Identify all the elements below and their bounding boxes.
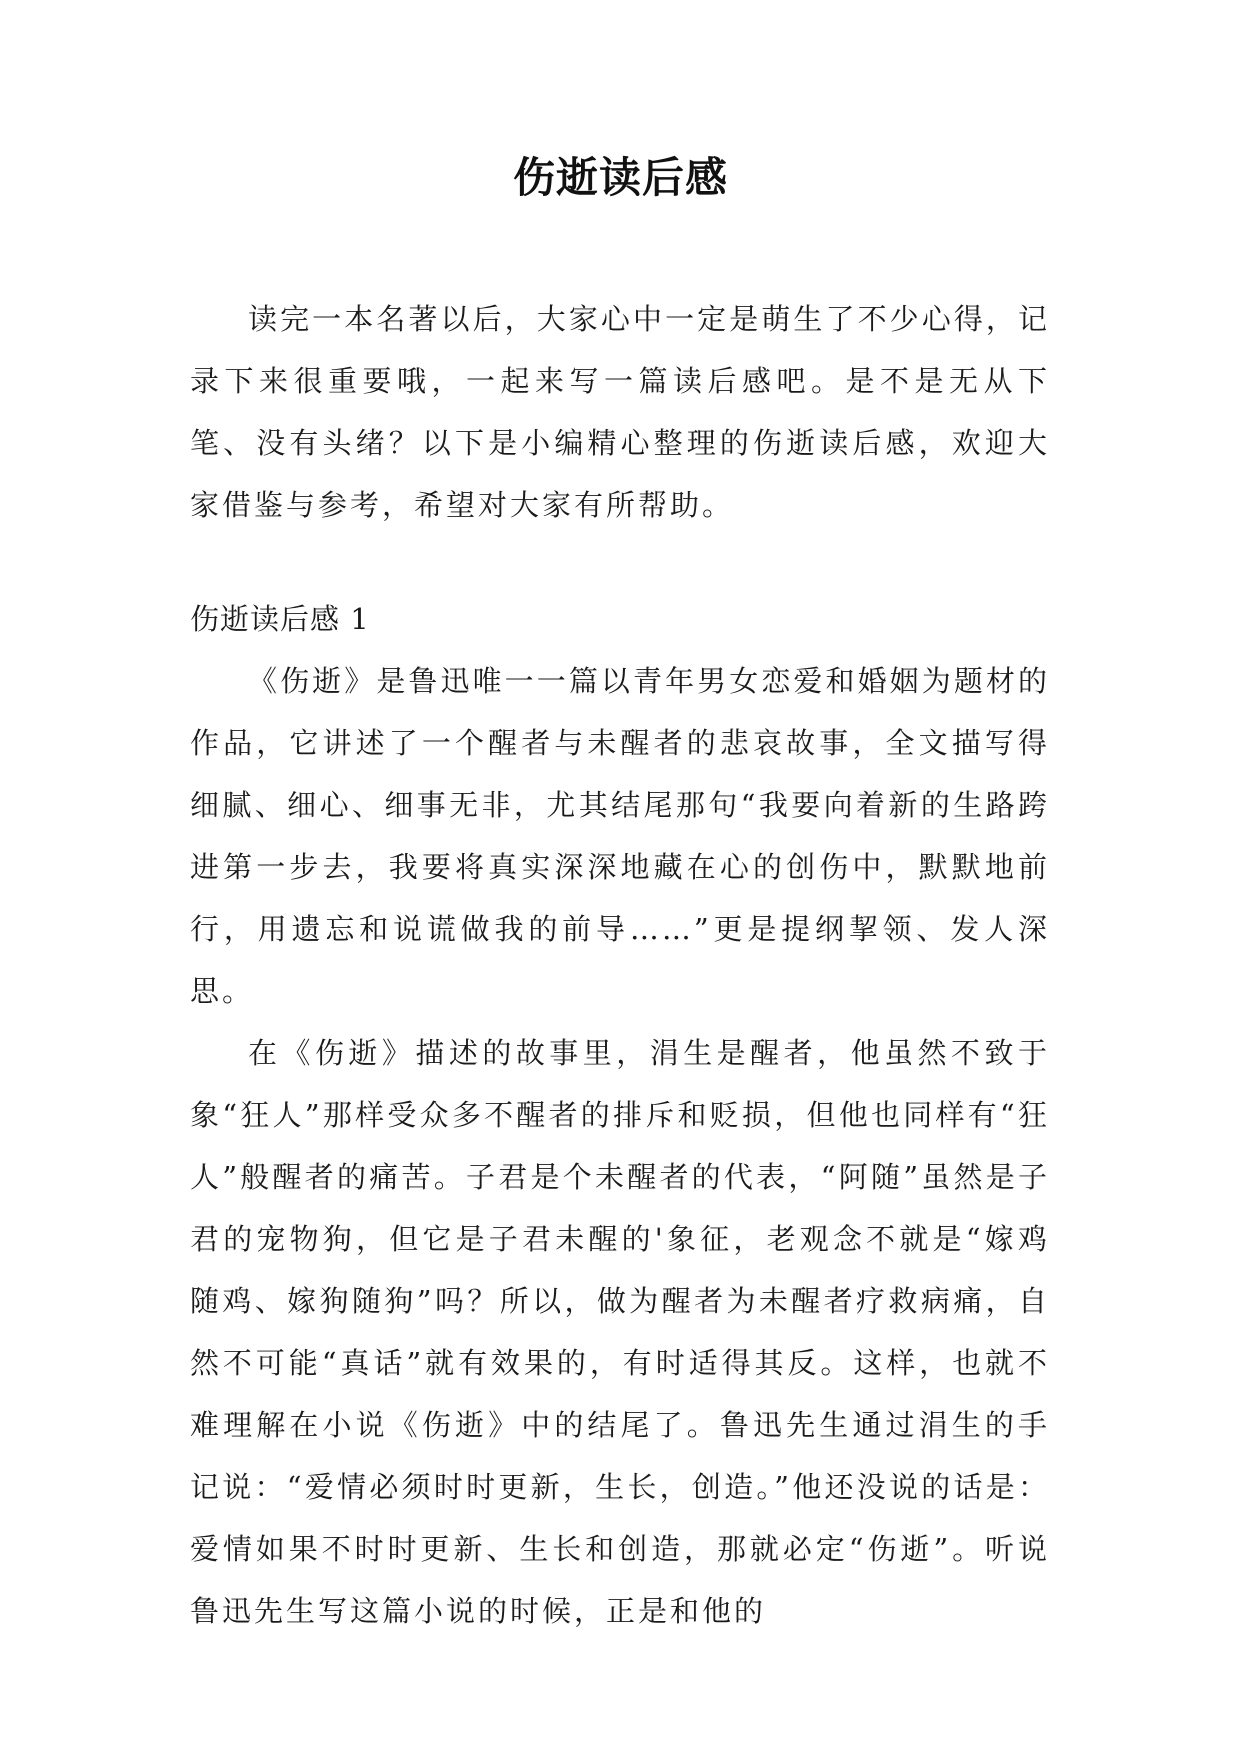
intro-paragraph: 读完一本名著以后，大家心中一定是萌生了不少心得，记录下来很重要哦，一起来写一篇读后感吧。是不是无从下笔、没有头绪？以下是小编精心整理的伤逝读后感，欢迎大家借鉴与参考，希望对大家有所帮助。 xyxy=(190,302,1050,522)
body-paragraph-2: 在《伤逝》描述的故事里，涓生是醒者，他虽然不致于象“狂人”那样受众多不醒者的排斥和贬损，但他也同样有“狂人”般醒者的痛苦。子君是个未醒者的代表，“阿随”虽然是子君的宠物狗，但它是子君未醒的'象征，老观念不就是“嫁鸡随鸡、嫁狗随狗”吗？所以，做为醒者为未醒者疗救病痛，自然不可能“真话”就有效果的，有时适得其反。这样，也就不难理解在小说《伤逝》中的结尾了。鲁迅先生通过涓生的手记说：“爱情必须时时更新，生长，创造。”他还没说的话是：爱情如果不时时更新、生长和创造，那就必定“伤逝”。听说鲁迅先生写这篇小说的时候，正是和他的 xyxy=(190,1036,1050,1628)
body-paragraph-1: 《伤逝》是鲁迅唯一一篇以青年男女恋爱和婚姻为题材的作品，它讲述了一个醒者与未醒者的悲哀故事，全文描写得细腻、细心、细事无非，尤其结尾那句“我要向着新的生路跨进第一步去，我要将真实深深地藏在心的创伤中，默默地前行，用遗忘和说谎做我的前导……”更是提纲挈领、发人深思。 xyxy=(190,664,1050,1008)
document-body xyxy=(190,288,1050,1642)
section-heading: 伤逝读后感 1 xyxy=(190,602,370,636)
document-title: 伤逝读后感 xyxy=(512,153,728,202)
